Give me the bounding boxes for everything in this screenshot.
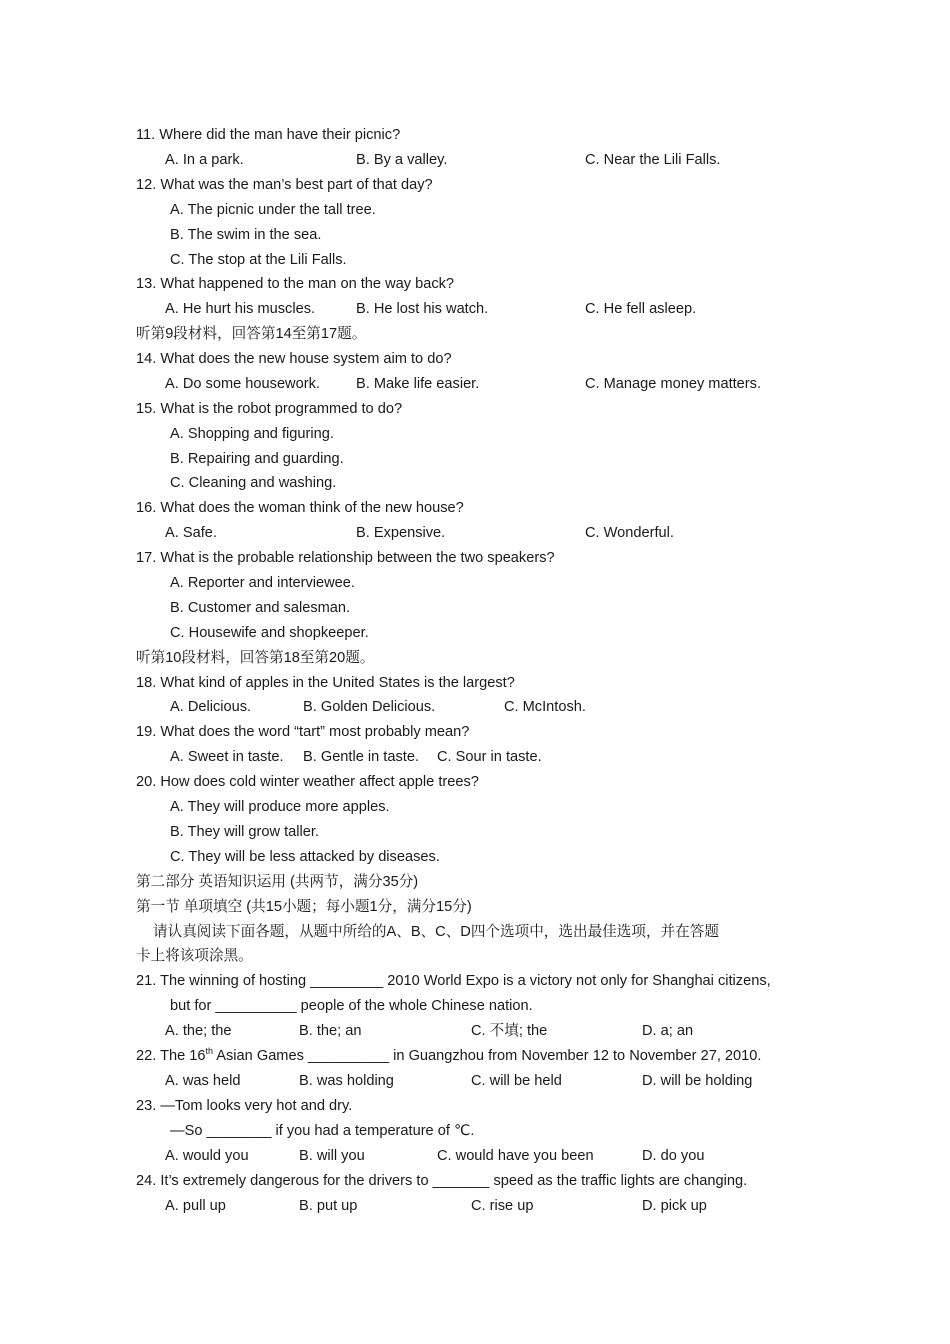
q23-option-d: D. do you <box>642 1148 705 1164</box>
q22-option-a: A. was held <box>165 1073 241 1089</box>
question-14-stem: 14. What does the new house system aim to do? <box>136 351 452 367</box>
q12-option-a: A. The picnic under the tall tree. <box>170 202 376 218</box>
question-18-stem: 18. What kind of apples in the United States is the largest? <box>136 675 515 691</box>
question-22-stem <box>136 1046 761 1066</box>
question-24-stem: 24. It’s extremely dangerous for the drivers to _______ speed as the traffic lights are changing. <box>136 1173 748 1189</box>
question-23-stem-cont: —So ________ if you had a temperature of ℃. <box>170 1123 475 1139</box>
question-23-stem: 23. —Tom looks very hot and dry. <box>136 1098 353 1114</box>
question-21-stem-cont: but for __________ people of the whole Chinese nation. <box>170 998 533 1014</box>
q17-option-c: C. Housewife and shopkeeper. <box>170 625 369 641</box>
q22-stem-end: Asian Games __________ in Guangzhou from November 12 to November 27, 2010. <box>213 1048 762 1064</box>
section-10-heading: 听第10段材料，回答第18至第20题。 <box>136 650 375 666</box>
q12-option-c: C. The stop at the Lili Falls. <box>170 252 347 268</box>
instructions-line-1: 请认真阅读下面各题，从题中所给的A、B、C、D四个选项中，选出最佳选项，并在答题 <box>153 924 719 940</box>
question-15-stem: 15. What is the robot programmed to do? <box>136 401 403 417</box>
q22-option-b: B. was holding <box>299 1073 394 1089</box>
q21-option-d: D. a; an <box>642 1023 694 1039</box>
q11-option-b: B. By a valley. <box>356 152 448 168</box>
q21-option-a: A. the; the <box>165 1023 232 1039</box>
q13-option-c: C. He fell asleep. <box>585 301 697 317</box>
q15-option-b: B. Repairing and guarding. <box>170 451 344 467</box>
part-2-heading: 第二部分 英语知识运用 (共两节，满分35分) <box>136 874 419 890</box>
q24-option-a: A. pull up <box>165 1198 226 1214</box>
q22-ordinal-suffix: th <box>205 1046 214 1057</box>
q23-option-a: A. would you <box>165 1148 249 1164</box>
section-1-heading: 第一节 单项填空 (共15小题；每小题1分，满分15分) <box>136 899 472 915</box>
q24-option-c: C. rise up <box>471 1198 534 1214</box>
q12-option-b: B. The swim in the sea. <box>170 227 322 243</box>
q20-option-a: A. They will produce more apples. <box>170 799 390 815</box>
instructions-line-2: 卡上将该项涂黑。 <box>136 948 253 964</box>
q17-option-b: B. Customer and salesman. <box>170 600 351 616</box>
q11-option-c: C. Near the Lili Falls. <box>585 152 721 168</box>
q15-option-c: C. Cleaning and washing. <box>170 475 337 491</box>
q18-option-b: B. Golden Delicious. <box>303 699 436 715</box>
question-13-stem: 13. What happened to the man on the way back? <box>136 276 455 292</box>
question-20-stem: 20. How does cold winter weather affect apple trees? <box>136 774 479 790</box>
question-12-stem: 12. What was the man’s best part of that day? <box>136 177 433 193</box>
question-21-stem: 21. The winning of hosting _________ 2010 World Expo is a victory not only for Shanghai citizens, <box>136 973 771 989</box>
q16-option-a: A. Safe. <box>165 525 217 541</box>
q14-option-a: A. Do some housework. <box>165 376 320 392</box>
q17-option-a: A. Reporter and interviewee. <box>170 575 355 591</box>
q22-option-c: C. will be held <box>471 1073 562 1089</box>
q18-option-c: C. McIntosh. <box>504 699 586 715</box>
q16-option-c: C. Wonderful. <box>585 525 674 541</box>
q13-option-b: B. He lost his watch. <box>356 301 489 317</box>
q19-option-a: A. Sweet in taste. <box>170 749 284 765</box>
q21-option-b: B. the; an <box>299 1023 362 1039</box>
q22-stem-start: 22. The 16 <box>136 1048 206 1064</box>
q13-option-a: A. He hurt his muscles. <box>165 301 316 317</box>
q16-option-b: B. Expensive. <box>356 525 446 541</box>
question-17-stem: 17. What is the probable relationship between the two speakers? <box>136 550 555 566</box>
q19-option-b: B. Gentle in taste. <box>303 749 420 765</box>
q11-option-a: A. In a park. <box>165 152 244 168</box>
q23-option-b: B. will you <box>299 1148 365 1164</box>
q22-option-d: D. will be holding <box>642 1073 753 1089</box>
q18-option-a: A. Delicious. <box>170 699 252 715</box>
question-19-stem: 19. What does the word “tart” most probably mean? <box>136 724 470 740</box>
q19-option-c: C. Sour in taste. <box>437 749 542 765</box>
q23-option-c: C. would have you been <box>437 1148 594 1164</box>
q20-option-b: B. They will grow taller. <box>170 824 319 840</box>
question-11-stem: 11. Where did the man have their picnic? <box>136 127 401 143</box>
q21-option-c: C. 不填; the <box>471 1023 548 1039</box>
q20-option-c: C. They will be less attacked by diseases. <box>170 849 440 865</box>
question-16-stem: 16. What does the woman think of the new house? <box>136 500 464 516</box>
q14-option-c: C. Manage money matters. <box>585 376 762 392</box>
q24-option-d: D. pick up <box>642 1198 707 1214</box>
section-9-heading: 听第9段材料，回答第14至第17题。 <box>136 326 367 342</box>
q14-option-b: B. Make life easier. <box>356 376 480 392</box>
q24-option-b: B. put up <box>299 1198 358 1214</box>
q15-option-a: A. Shopping and figuring. <box>170 426 334 442</box>
